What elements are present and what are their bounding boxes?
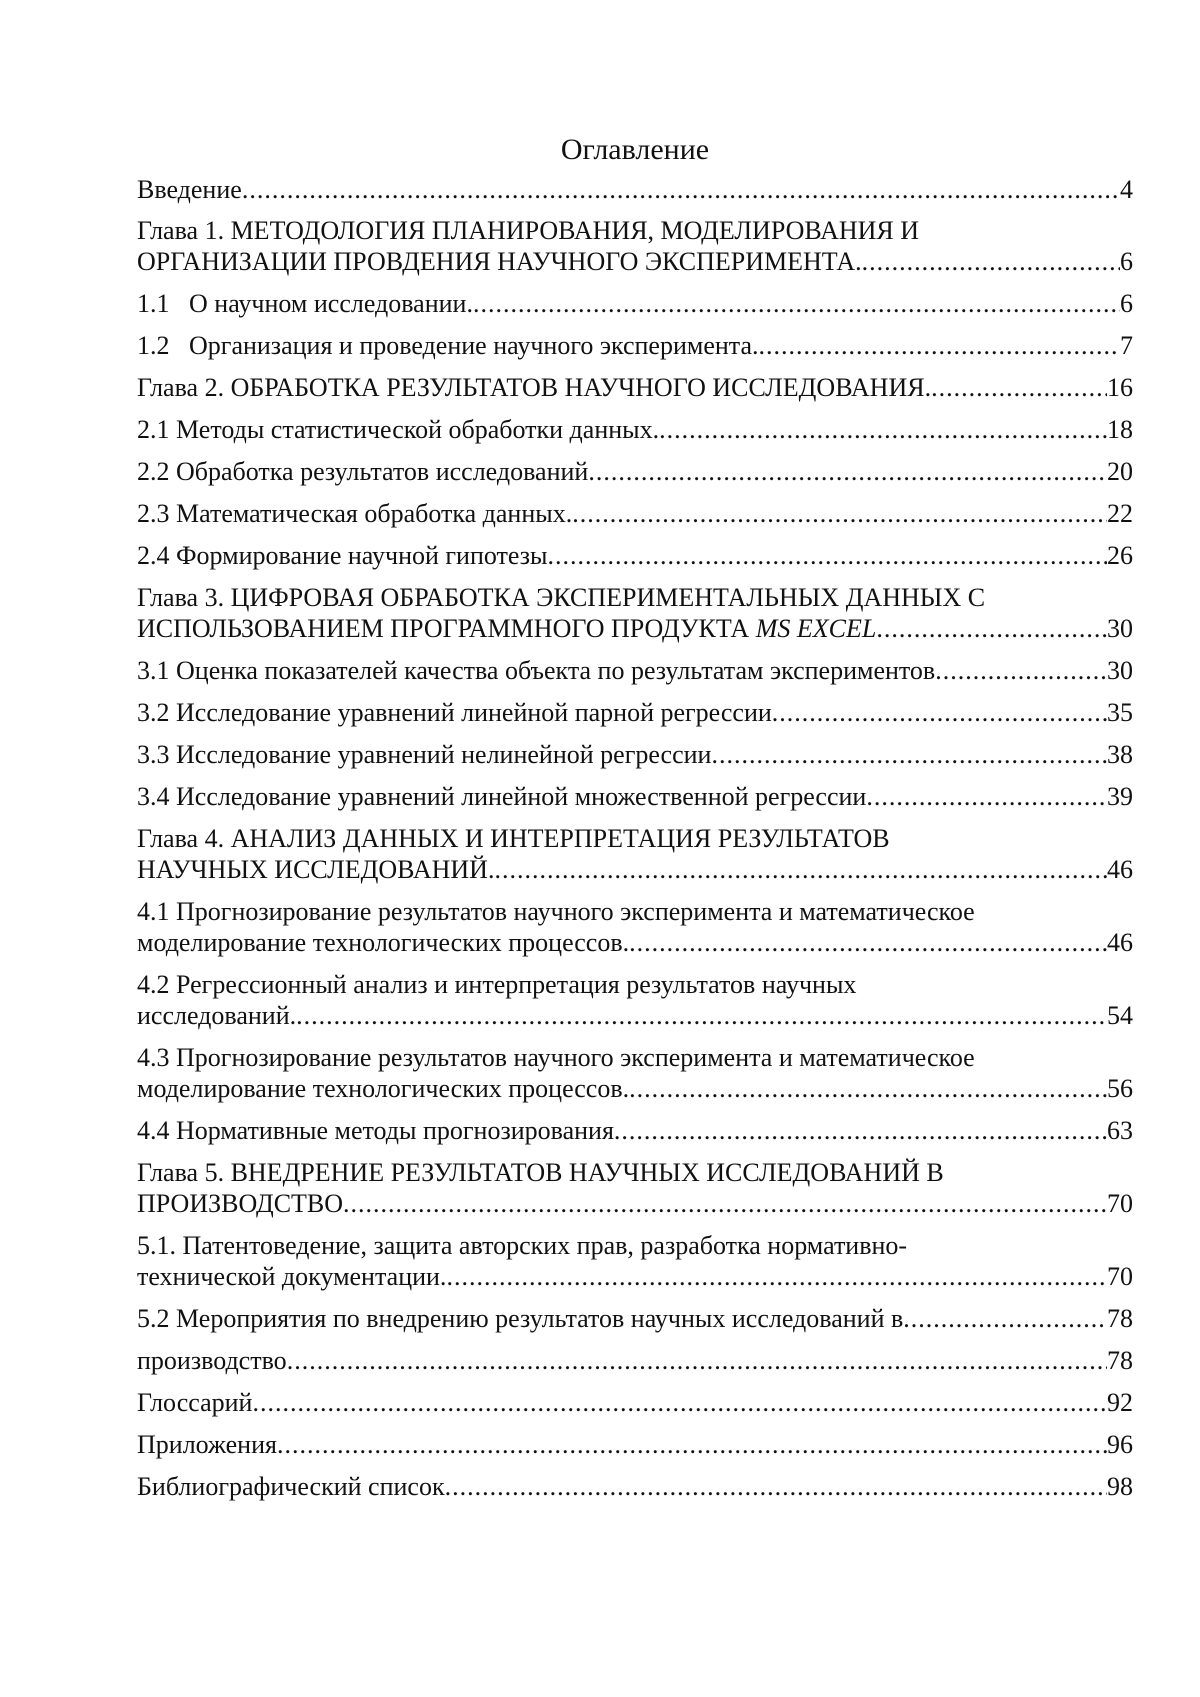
- toc-entry[interactable]: [137, 823, 1133, 885]
- toc-entry-row: [137, 854, 1133, 885]
- dot-leader: [473, 288, 1120, 319]
- toc-entry[interactable]: [137, 330, 1133, 361]
- toc-entry-text: [137, 854, 494, 885]
- toc-entry-row: [137, 1115, 1133, 1146]
- toc-entry-text: [137, 540, 548, 571]
- toc-entry-title: 3.3 Исследование уравнений нелинейной регрессии: [137, 740, 712, 769]
- toc-entry[interactable]: [137, 414, 1133, 445]
- toc-page-number: 70: [1107, 1189, 1133, 1218]
- toc-page-number: 6: [1120, 289, 1133, 318]
- dot-leader: [287, 1345, 1107, 1376]
- dot-leader: [494, 854, 1107, 885]
- toc-page-number: 54: [1107, 1001, 1133, 1030]
- toc-entry-row: [137, 174, 1133, 205]
- toc-entry-title: Организация и проведение научного эксперимента.: [189, 331, 759, 360]
- dot-leader: [629, 927, 1107, 958]
- toc-entry-title: Глава 2. ОБРАБОТКА РЕЗУЛЬТАТОВ НАУЧНОГО ИССЛЕДОВАНИЯ.: [137, 373, 932, 402]
- toc-entry-title: НАУЧНЫХ ИССЛЕДОВАНИЙ.: [137, 855, 495, 884]
- toc-entry[interactable]: [137, 969, 1133, 1031]
- toc-entry-text: [137, 498, 572, 529]
- toc-entry[interactable]: [137, 739, 1133, 770]
- toc-entry-title: 3.4 Исследование уравнений линейной множественной регрессии: [137, 782, 867, 811]
- toc-entry-row: [137, 288, 1133, 319]
- toc-title: Оглавление: [560, 133, 710, 166]
- toc-entry[interactable]: [137, 456, 1133, 487]
- toc-entry-text-line: Глава 5. ВНЕДРЕНИЕ РЕЗУЛЬТАТОВ НАУЧНЫХ ИССЛЕДОВАНИЙ В: [137, 1158, 944, 1187]
- toc-entry-text: [137, 1387, 252, 1418]
- document-page: [137, 130, 1133, 1513]
- dot-leader: [548, 540, 1107, 571]
- toc-entry[interactable]: [137, 215, 1133, 277]
- toc-entry-text: [137, 697, 772, 728]
- toc-page-number: 78: [1107, 1304, 1133, 1333]
- toc-entry-title: ПРОИЗВОДСТВО: [137, 1189, 344, 1218]
- toc-page-number: 92: [1107, 1388, 1133, 1417]
- toc-entry-row: [137, 1261, 1133, 1292]
- dot-leader: [445, 1471, 1107, 1502]
- toc-entry-text: [137, 1073, 629, 1104]
- toc-page-number: 70: [1107, 1262, 1133, 1291]
- toc-entry-text: [137, 1471, 445, 1502]
- toc-entry-text: [137, 739, 711, 770]
- toc-entry-title: 3.2 Исследование уравнений линейной парной регрессии: [137, 698, 772, 727]
- toc-entry-text: [137, 414, 659, 445]
- toc-entry[interactable]: [137, 697, 1133, 728]
- toc-entry-text-line: Глава 3. ЦИФРОВАЯ ОБРАБОТКА ЭКСПЕРИМЕНТАЛЬНЫХ ДАННЫХ С: [137, 583, 986, 612]
- toc-entry-row: [137, 613, 1133, 644]
- toc-entry-row: [137, 498, 1133, 529]
- dot-leader: [866, 781, 1107, 812]
- dot-leader: [772, 697, 1107, 728]
- toc-entry-row: [137, 1471, 1133, 1502]
- toc-entry-text: [137, 613, 876, 644]
- toc-page-number: 98: [1107, 1472, 1133, 1501]
- toc-page-number: 30: [1107, 614, 1133, 643]
- toc-entry-title: Библиографический список: [137, 1472, 445, 1501]
- toc-entry-title: технической документации.: [137, 1262, 447, 1291]
- toc-entry-text: [137, 1261, 446, 1292]
- toc-entry-title: моделирование технологических процессов.: [137, 928, 630, 957]
- dot-leader: [614, 1115, 1107, 1146]
- toc-entry-text: [137, 1188, 343, 1219]
- toc-entry-text: [137, 456, 588, 487]
- toc-entry-title: Введение: [137, 175, 242, 204]
- toc-entry-text: [137, 174, 242, 205]
- toc-entry[interactable]: [137, 582, 1133, 644]
- toc-entry-row: [137, 697, 1133, 728]
- toc-entry-text: [137, 1303, 903, 1334]
- dot-leader: [588, 456, 1107, 487]
- toc-entry[interactable]: [137, 372, 1133, 403]
- toc-entry[interactable]: [137, 1429, 1133, 1460]
- toc-entry-text-line: 4.1 Прогнозирование результатов научного эксперимента и математическое: [137, 897, 975, 926]
- toc-entry-text-line: 5.1. Патентоведение, защита авторских прав, разработка нормативно-: [137, 1231, 908, 1260]
- toc-entry-text: [137, 1429, 277, 1460]
- toc-entry[interactable]: [137, 781, 1133, 812]
- toc-entry-row: [137, 1000, 1133, 1031]
- toc-entry[interactable]: [137, 1387, 1133, 1418]
- toc-entry-text-line: 4.2 Регрессионный анализ и интерпретация результатов научных: [137, 970, 857, 999]
- dot-leader: [572, 498, 1107, 529]
- toc-entry[interactable]: [137, 1303, 1133, 1334]
- toc-page-number: 38: [1107, 740, 1133, 769]
- toc-entry[interactable]: [137, 1157, 1133, 1219]
- toc-entry-title: ОРГАНИЗАЦИИ ПРОВДЕНИЯ НАУЧНОГО ЭКСПЕРИМЕНТА.: [137, 247, 862, 276]
- toc-page-number: 56: [1107, 1074, 1133, 1103]
- toc-entry-title: Глоссарий: [137, 1388, 253, 1417]
- toc-entry[interactable]: [137, 1345, 1133, 1376]
- toc-page-number: 30: [1107, 656, 1133, 685]
- toc-entry-title: исследований.: [137, 1001, 297, 1030]
- toc-page-number: 63: [1107, 1116, 1133, 1145]
- toc-page-number: 18: [1107, 415, 1133, 444]
- toc-entry-title: 2.4 Формирование научной гипотезы: [137, 541, 548, 570]
- toc-entry-title: моделирование технологических процессов.: [137, 1074, 630, 1103]
- toc-section-number: 1.1: [137, 289, 170, 318]
- toc-entry-text: [137, 288, 473, 319]
- toc-entry-row: [137, 739, 1133, 770]
- toc-page-number: 46: [1107, 928, 1133, 957]
- toc-entry[interactable]: [137, 896, 1133, 958]
- toc-entry[interactable]: [137, 174, 1133, 205]
- toc-entry[interactable]: [137, 1230, 1133, 1292]
- dot-leader: [659, 414, 1107, 445]
- toc-entry-title: производство: [137, 1346, 287, 1375]
- toc-entry-text-line: Глава 4. АНАЛИЗ ДАННЫХ И ИНТЕРПРЕТАЦИЯ РЕЗУЛЬТАТОВ: [137, 824, 890, 853]
- toc-entry-title: Приложения: [137, 1430, 277, 1459]
- toc-entry-text: [137, 1000, 296, 1031]
- toc-page-number: 78: [1107, 1346, 1133, 1375]
- toc-entry-text: [137, 1345, 287, 1376]
- toc-entry-title: 2.1 Методы статистической обработки данных.: [137, 415, 660, 444]
- toc-entry[interactable]: [137, 540, 1133, 571]
- toc-page-number: 96: [1107, 1430, 1133, 1459]
- toc-entry-title: 4.4 Нормативные методы прогнозирования: [137, 1116, 614, 1145]
- toc-entry-row: [137, 655, 1133, 686]
- toc-page-number: 46: [1107, 855, 1133, 884]
- toc-entry-italic-term: MS EXCEL: [755, 614, 877, 643]
- toc-entry-title: 2.3 Математическая обработка данных.: [137, 499, 573, 528]
- dot-leader: [935, 655, 1107, 686]
- toc-page-number: 35: [1107, 698, 1133, 727]
- toc-entry-row: [137, 372, 1133, 403]
- toc-entry-text: [137, 246, 862, 277]
- toc-entry-text: [137, 1115, 614, 1146]
- dot-leader: [862, 246, 1120, 277]
- toc-entry[interactable]: [137, 288, 1133, 319]
- toc-entry-title: 3.1 Оценка показателей качества объекта по результатам экспериментов: [137, 656, 936, 685]
- toc-entry-row: [137, 927, 1133, 958]
- toc-page-number: 39: [1107, 782, 1133, 811]
- toc-entry-text-line: Глава 1. МЕТОДОЛОГИЯ ПЛАНИРОВАНИЯ, МОДЕЛИРОВАНИЯ И: [137, 216, 920, 245]
- toc-entry-title: ИСПОЛЬЗОВАНИЕМ ПРОГРАММНОГО ПРОДУКТА: [137, 614, 756, 643]
- toc-entry[interactable]: [137, 498, 1133, 529]
- toc-entry[interactable]: [137, 655, 1133, 686]
- toc-entry-row: [137, 1073, 1133, 1104]
- dot-leader: [252, 1387, 1107, 1418]
- dot-leader: [931, 372, 1107, 403]
- toc-page-number: 16: [1107, 373, 1133, 402]
- toc-entry-text: [137, 781, 866, 812]
- dot-leader: [343, 1188, 1107, 1219]
- dot-leader: [876, 613, 1107, 644]
- toc-entry-row: [137, 1345, 1133, 1376]
- toc-entry-text: [137, 330, 759, 361]
- dot-leader: [759, 330, 1120, 361]
- toc-entry-row: [137, 456, 1133, 487]
- toc-entry[interactable]: [137, 1115, 1133, 1146]
- toc-entry-row: [137, 1387, 1133, 1418]
- toc-page-number: 22: [1107, 499, 1133, 528]
- toc-entry-text: [137, 655, 935, 686]
- toc-page-number: 26: [1107, 541, 1133, 570]
- toc-list: [137, 174, 1133, 1502]
- toc-entry-row: [137, 540, 1133, 571]
- toc-entry-text: [137, 927, 629, 958]
- toc-entry-row: [137, 414, 1133, 445]
- toc-entry-title: 5.2 Мероприятия по внедрению результатов научных исследований в: [137, 1304, 904, 1333]
- toc-entry-title: 2.2 Обработка результатов исследований: [137, 457, 589, 486]
- dot-leader: [242, 174, 1120, 205]
- toc-entry-row: [137, 246, 1133, 277]
- toc-entry-row: [137, 1429, 1133, 1460]
- toc-page-number: 20: [1107, 457, 1133, 486]
- toc-entry-text-line: 4.3 Прогнозирование результатов научного эксперимента и математическое: [137, 1043, 975, 1072]
- dot-leader: [711, 739, 1107, 770]
- toc-entry[interactable]: [137, 1471, 1133, 1502]
- toc-page-number: 7: [1120, 331, 1133, 360]
- dot-leader: [296, 1000, 1107, 1031]
- toc-page-number: 6: [1120, 247, 1133, 276]
- toc-entry-row: [137, 1188, 1133, 1219]
- toc-entry-row: [137, 330, 1133, 361]
- toc-entry[interactable]: [137, 1042, 1133, 1104]
- dot-leader: [903, 1303, 1107, 1334]
- dot-leader: [446, 1261, 1107, 1292]
- toc-section-number: 1.2: [137, 331, 170, 360]
- toc-entry-row: [137, 1303, 1133, 1334]
- toc-entry-title: О научном исследовании.: [189, 289, 473, 318]
- dot-leader: [277, 1429, 1107, 1460]
- toc-page-number: 4: [1120, 175, 1133, 204]
- dot-leader: [629, 1073, 1107, 1104]
- toc-entry-row: [137, 781, 1133, 812]
- toc-entry-text: [137, 372, 931, 403]
